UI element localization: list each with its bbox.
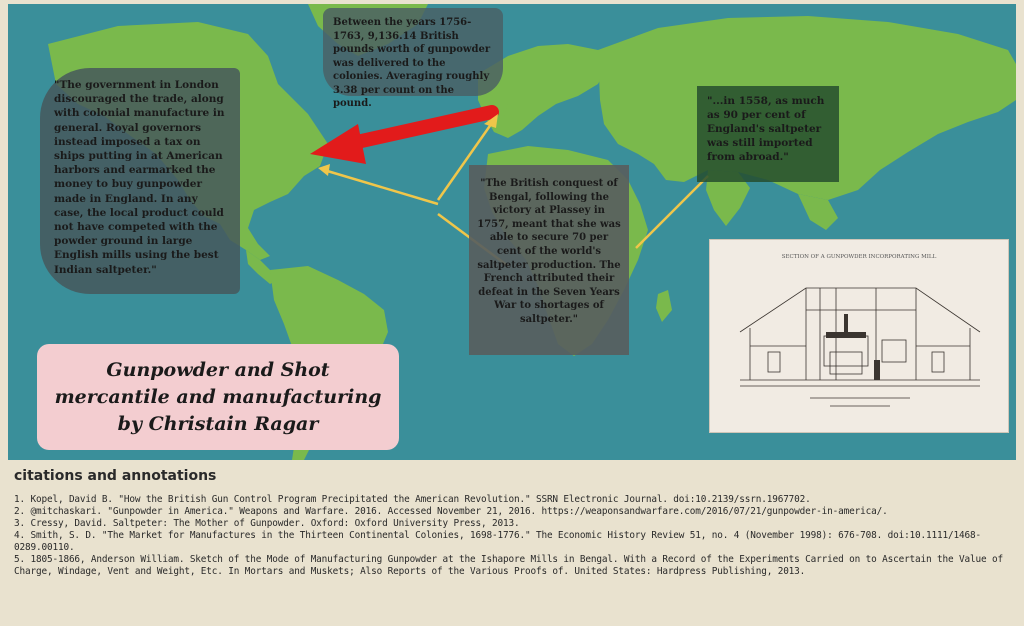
title-line-1: Gunpowder and Shot — [106, 358, 330, 381]
citation-item: 4. Smith, S. D. "The Market for Manufactures in the Thirteen Continental Colonies, 1698-1776." The Economic History Review 51, no. 4 (November 1998): 676-708. doi:10.1111/1468-0289.00110. — [14, 530, 981, 553]
citations-heading: citations and annotations — [14, 468, 217, 484]
citations-list — [14, 494, 1010, 578]
mill-engraving — [710, 240, 1008, 432]
title-line-2: mercantile and manufacturing — [54, 385, 382, 408]
citation-item: 5. 1805-1866, Anderson William. Sketch of the Mode of Manufacturing Gunpowder at the Ishapore Mills in Bengal. With a Record of the Experiments Carried on to Ascertain the Value of Charge, Windage, Vent and Weight, Etc. In Mortars and Muskets; Also Reports of the Various Proofs of. United States: Hardpress Publishing, 2013. — [14, 554, 1003, 577]
citation-item: 2. @mitchaskari. "Gunpowder in America." Weapons and Warfare. 2016. Accessed November 21, 2016. https://weaponsandwarfare.com/2016/07/21/gunpowder-in-america/. — [14, 506, 888, 517]
bengal-conquest-quote: "The British conquest of Bengal, following the victory at Plassey in 1757, meant that she was able to secure 70 per cent of the world's saltpeter production. The French attributed their defeat in the Seven Years War to shortages of saltpeter." — [469, 165, 629, 355]
engraving-caption: SECTION OF A GUNPOWDER INCORPORATING MILL — [781, 254, 937, 260]
citation-item: 3. Cressy, David. Saltpeter: The Mother of Gunpowder. Oxford: Oxford University Press, 2013. — [14, 518, 520, 529]
citation-item: 1. Kopel, David B. "How the British Gun Control Program Precipitated the American Revolution." SSRN Electronic Journal. doi:10.2139/ssrn.1967702. — [14, 494, 811, 505]
title-card — [37, 344, 399, 450]
title-line-3: by Christain Ragar — [117, 412, 319, 435]
citations-section — [14, 468, 1010, 578]
saltpeter-import-quote: "...in 1558, as much as 90 per cent of England's saltpeter was still imported from abroad." — [697, 86, 839, 182]
mill-engraving-graphic — [710, 240, 1008, 432]
colonial-trade-quote: "The government in London discouraged the trade, along with colonial manufacture in general. Royal governors instead imposed a tax on ships putting in at American harbors and earmarked the money to buy gunpowder made in England. In any case, the local product could not have competed with the powder ground in large English mills using the best Indian saltpeter." — [40, 68, 240, 294]
gunpowder-delivery-annotation: Between the years 1756-1763, 9,136.14 British pounds worth of gunpowder was delivered to the colonies. Averaging roughly 3.38 per count on the pound. — [323, 8, 503, 96]
